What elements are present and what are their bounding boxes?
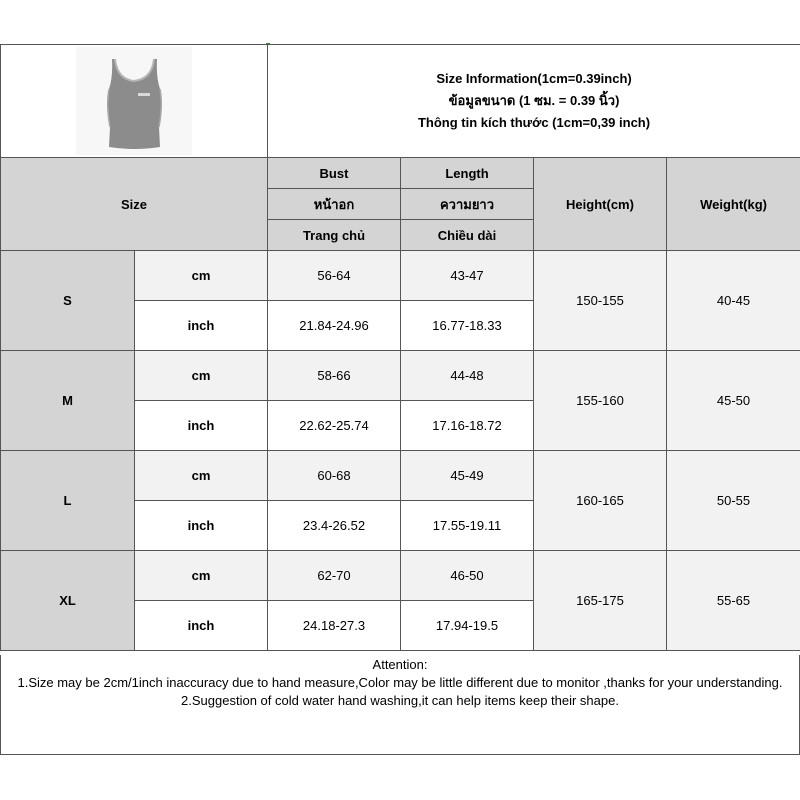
length-inch: 17.94-19.5: [401, 601, 534, 651]
height-header: Height(cm): [534, 158, 667, 251]
weight-header: Weight(kg): [667, 158, 800, 251]
attention-note-1: 1.Size may be 2cm/1inch inaccuracy due to hand measure,Color may be little different due to monitor ,thanks for your understanding.: [17, 675, 783, 690]
unit-inch: inch: [135, 401, 268, 451]
length-cm: 43-47: [401, 251, 534, 301]
product-image-cell: [1, 45, 268, 158]
size-label-s: S: [1, 251, 135, 351]
table-row: [1, 451, 800, 501]
attention-heading: Attention:: [372, 657, 428, 672]
unit-cm: cm: [135, 551, 268, 601]
height-value: 155-160: [534, 351, 667, 451]
unit-inch: inch: [135, 601, 268, 651]
length-cm: 44-48: [401, 351, 534, 401]
length-header-thai: ความยาว: [401, 189, 534, 220]
attention-notes: [0, 655, 800, 755]
title-thai: ข้อมูลขนาด (1 ซม. = 0.39 นิ้ว): [448, 93, 620, 108]
size-label-m: M: [1, 351, 135, 451]
bust-cm: 60-68: [268, 451, 401, 501]
length-header-vietnamese: Chiều dài: [401, 220, 534, 251]
size-label-l: L: [1, 451, 135, 551]
table-row: [1, 551, 800, 601]
unit-cm: cm: [135, 251, 268, 301]
table-row: [1, 251, 800, 301]
bust-cm: 56-64: [268, 251, 401, 301]
title-vietnamese: Thông tin kích thước (1cm=0,39 inch): [417, 115, 651, 130]
unit-inch: inch: [135, 501, 268, 551]
bust-inch: 21.84-24.96: [268, 301, 401, 351]
size-column-header: Size: [1, 158, 268, 251]
weight-value: 55-65: [667, 551, 800, 651]
title-english: Size Information(1cm=0.39inch): [436, 71, 632, 86]
height-value: 160-165: [534, 451, 667, 551]
height-value: 150-155: [534, 251, 667, 351]
bust-cm: 62-70: [268, 551, 401, 601]
bust-inch: 24.18-27.3: [268, 601, 401, 651]
size-information-title: [268, 45, 800, 158]
attention-note-2: 2.Suggestion of cold water hand washing,it can help items keep their shape.: [181, 693, 619, 708]
unit-cm: cm: [135, 351, 268, 401]
bust-inch: 23.4-26.52: [268, 501, 401, 551]
unit-inch: inch: [135, 301, 268, 351]
height-value: 165-175: [534, 551, 667, 651]
weight-value: 40-45: [667, 251, 800, 351]
tank-top-image: [76, 47, 192, 155]
bust-header-english: Bust: [268, 158, 401, 189]
bust-header-thai: หน้าอก: [268, 189, 401, 220]
length-cm: 45-49: [401, 451, 534, 501]
unit-cm: cm: [135, 451, 268, 501]
length-inch: 17.55-19.11: [401, 501, 534, 551]
length-header-english: Length: [401, 158, 534, 189]
length-cm: 46-50: [401, 551, 534, 601]
weight-value: 45-50: [667, 351, 800, 451]
size-label-xl: XL: [1, 551, 135, 651]
size-table: [0, 44, 800, 651]
bust-header-vietnamese: Trang chủ: [268, 220, 401, 251]
length-inch: 16.77-18.33: [401, 301, 534, 351]
table-row: [1, 351, 800, 401]
size-chart: [0, 44, 800, 756]
length-inch: 17.16-18.72: [401, 401, 534, 451]
bust-inch: 22.62-25.74: [268, 401, 401, 451]
bust-cm: 58-66: [268, 351, 401, 401]
weight-value: 50-55: [667, 451, 800, 551]
